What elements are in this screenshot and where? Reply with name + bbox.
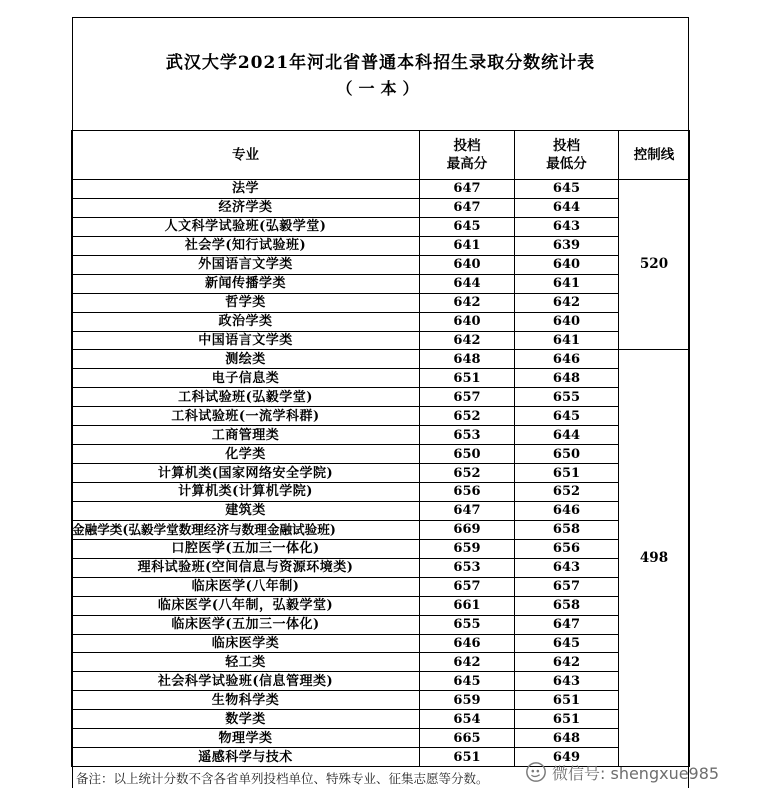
min-score-cell: 646 — [515, 501, 619, 520]
major-cell: 经济学类 — [72, 198, 420, 217]
min-score-cell: 656 — [515, 539, 619, 558]
watermark-text: 微信号: shengxue985 — [552, 763, 720, 783]
max-score-cell: 653 — [420, 426, 515, 445]
major-cell: 电子信息类 — [72, 369, 420, 388]
min-score-cell: 658 — [515, 520, 619, 539]
table-row — [72, 672, 690, 691]
max-score-cell: 659 — [420, 539, 515, 558]
major-cell: 临床医学(五加三一体化) — [72, 615, 420, 634]
max-score-cell: 653 — [420, 558, 515, 577]
max-score-cell: 651 — [420, 369, 515, 388]
max-score-cell: 647 — [420, 198, 515, 217]
max-score-cell: 659 — [420, 691, 515, 710]
major-cell: 人文科学试验班(弘毅学堂) — [72, 217, 420, 236]
table-row — [72, 293, 690, 312]
major-cell: 临床医学(八年制，弘毅学堂) — [72, 596, 420, 615]
header-max-score: 投档 最高分 — [420, 131, 515, 180]
title-area — [73, 18, 688, 131]
min-score-cell: 658 — [515, 596, 619, 615]
table-row — [72, 710, 690, 729]
min-score-cell: 645 — [515, 634, 619, 653]
max-score-cell: 640 — [420, 255, 515, 274]
max-score-cell: 646 — [420, 634, 515, 653]
min-score-cell: 644 — [515, 426, 619, 445]
header-row — [72, 131, 690, 180]
table-row — [72, 198, 690, 217]
major-cell: 工科试验班(一流学科群) — [72, 407, 420, 426]
major-cell: 社会学(知行试验班) — [72, 236, 420, 255]
max-score-cell: 652 — [420, 464, 515, 483]
major-cell: 临床医学类 — [72, 634, 420, 653]
header-min-score: 投档 最低分 — [515, 131, 619, 180]
wechat-watermark — [525, 760, 719, 784]
table-row — [72, 369, 690, 388]
table-row — [72, 653, 690, 672]
major-cell: 数学类 — [72, 710, 420, 729]
major-cell: 工商管理类 — [72, 426, 420, 445]
major-cell: 政治学类 — [72, 312, 420, 331]
table-row — [72, 691, 690, 710]
max-score-cell: 657 — [420, 388, 515, 407]
max-score-cell: 651 — [420, 748, 515, 767]
major-cell: 哲学类 — [72, 293, 420, 312]
max-score-cell: 650 — [420, 445, 515, 464]
major-cell: 遥感科学与技术 — [72, 748, 420, 767]
table-row — [72, 464, 690, 483]
header-major: 专业 — [72, 131, 420, 180]
major-cell: 物理学类 — [72, 729, 420, 748]
min-score-cell: 642 — [515, 653, 619, 672]
wechat-icon — [525, 761, 547, 783]
major-cell: 工科试验班(弘毅学堂) — [72, 388, 420, 407]
major-cell: 计算机类(国家网络安全学院) — [72, 464, 420, 483]
min-score-cell: 647 — [515, 615, 619, 634]
max-score-cell: 642 — [420, 331, 515, 350]
max-score-cell: 647 — [420, 501, 515, 520]
max-score-cell: 644 — [420, 274, 515, 293]
table-row — [72, 729, 690, 748]
min-score-cell: 651 — [515, 710, 619, 729]
max-score-cell: 642 — [420, 293, 515, 312]
table-row — [72, 558, 690, 577]
max-score-cell: 669 — [420, 520, 515, 539]
table-row — [72, 615, 690, 634]
min-score-cell: 651 — [515, 464, 619, 483]
min-score-cell: 657 — [515, 577, 619, 596]
control-line-cell: 498 — [619, 350, 690, 767]
major-cell: 外国语言文学类 — [72, 255, 420, 274]
table-row — [72, 596, 690, 615]
major-cell: 生物科学类 — [72, 691, 420, 710]
min-score-cell: 650 — [515, 445, 619, 464]
max-score-cell: 642 — [420, 653, 515, 672]
table-row — [72, 312, 690, 331]
max-score-cell: 640 — [420, 312, 515, 331]
max-score-cell: 665 — [420, 729, 515, 748]
min-score-cell: 643 — [515, 672, 619, 691]
table-row — [72, 539, 690, 558]
major-cell: 中国语言文学类 — [72, 331, 420, 350]
table-subtitle: （一本） — [336, 79, 425, 98]
table-row — [72, 426, 690, 445]
major-cell: 临床医学(八年制) — [72, 577, 420, 596]
major-cell: 口腔医学(五加三一体化) — [72, 539, 420, 558]
table-row — [72, 236, 690, 255]
min-score-cell: 639 — [515, 236, 619, 255]
min-score-cell: 641 — [515, 274, 619, 293]
table-row — [72, 255, 690, 274]
major-cell: 建筑类 — [72, 501, 420, 520]
score-table — [71, 130, 690, 767]
table-row — [72, 388, 690, 407]
header-control-line: 控制线 — [619, 131, 690, 180]
major-cell: 法学 — [72, 180, 420, 199]
min-score-cell: 648 — [515, 729, 619, 748]
min-score-cell: 643 — [515, 217, 619, 236]
table-row — [72, 501, 690, 520]
major-cell: 理科试验班(空间信息与资源环境类) — [72, 558, 420, 577]
max-score-cell: 645 — [420, 672, 515, 691]
table-row — [72, 577, 690, 596]
min-score-cell: 646 — [515, 350, 619, 369]
major-cell: 金融学类(弘毅学堂数理经济与数理金融试验班) — [72, 520, 420, 539]
max-score-cell: 645 — [420, 217, 515, 236]
table-row — [72, 483, 690, 502]
table-row — [72, 407, 690, 426]
max-score-cell: 657 — [420, 577, 515, 596]
major-cell: 轻工类 — [72, 653, 420, 672]
min-score-cell: 649 — [515, 748, 619, 767]
min-score-cell: 655 — [515, 388, 619, 407]
min-score-cell: 651 — [515, 691, 619, 710]
min-score-cell: 640 — [515, 255, 619, 274]
max-score-cell: 641 — [420, 236, 515, 255]
max-score-cell: 655 — [420, 615, 515, 634]
table-row — [72, 350, 690, 369]
table-row — [72, 331, 690, 350]
major-cell: 新闻传播学类 — [72, 274, 420, 293]
major-cell: 化学类 — [72, 445, 420, 464]
control-line-cell: 520 — [619, 180, 690, 350]
table-body — [72, 180, 690, 767]
table-row — [72, 445, 690, 464]
table-title: 武汉大学2021年河北省普通本科招生录取分数统计表 — [165, 53, 596, 73]
min-score-cell: 642 — [515, 293, 619, 312]
table-row — [72, 217, 690, 236]
major-cell: 社会科学试验班(信息管理类) — [72, 672, 420, 691]
max-score-cell: 654 — [420, 710, 515, 729]
min-score-cell: 640 — [515, 312, 619, 331]
max-score-cell: 648 — [420, 350, 515, 369]
min-score-cell: 648 — [515, 369, 619, 388]
footnote: 备注：以上统计分数不含各省单列投档单位、特殊专业、征集志愿等分数。 — [76, 771, 489, 786]
min-score-cell: 652 — [515, 483, 619, 502]
min-score-cell: 645 — [515, 407, 619, 426]
min-score-cell: 641 — [515, 331, 619, 350]
max-score-cell: 647 — [420, 180, 515, 199]
min-score-cell: 643 — [515, 558, 619, 577]
table-row — [72, 274, 690, 293]
major-cell: 测绘类 — [72, 350, 420, 369]
min-score-cell: 645 — [515, 180, 619, 199]
min-score-cell: 644 — [515, 198, 619, 217]
max-score-cell: 652 — [420, 407, 515, 426]
max-score-cell: 656 — [420, 483, 515, 502]
table-row — [72, 520, 690, 539]
major-cell: 计算机类(计算机学院) — [72, 483, 420, 502]
table-row — [72, 180, 690, 199]
table-row — [72, 634, 690, 653]
max-score-cell: 661 — [420, 596, 515, 615]
